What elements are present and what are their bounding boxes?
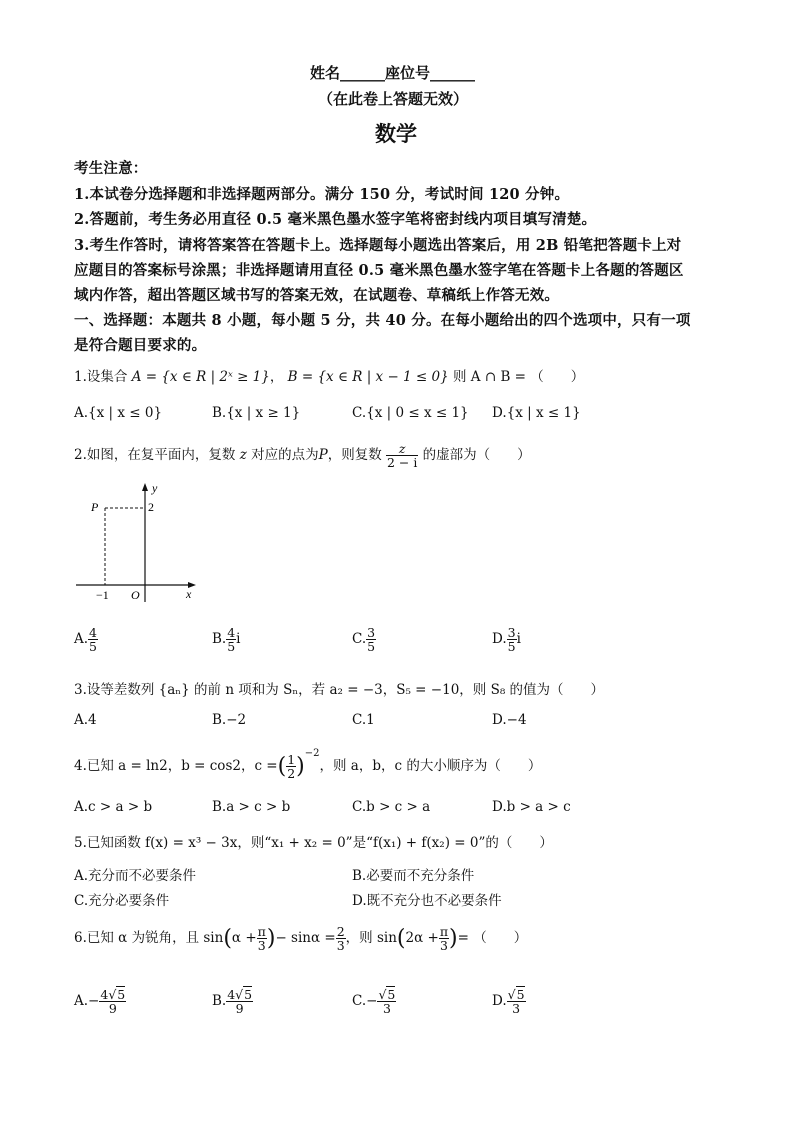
- q5-option-d[interactable]: D.既不充分也不必要条件: [352, 893, 502, 909]
- notice-heading: 考生注意：: [74, 160, 148, 177]
- q6-opt-c-rad: 5: [387, 987, 396, 1002]
- q6-option-c[interactable]: C.− $\frac{√5}{3}$: [352, 987, 396, 1017]
- fig-label-minus1: −1: [96, 588, 109, 602]
- question-3: 3.设等差数列 {aₙ} 的前 n 项和为 Sₙ，若 a₂ = −3，S₅ = −10，则 S₈ 的值为（ ）: [74, 682, 605, 698]
- q2-mid: 对应的点为: [251, 447, 319, 464]
- q2-fraction: [386, 442, 418, 469]
- q6-pi-2: π: [439, 924, 449, 939]
- q6-opt-c-sign: −: [366, 993, 378, 1010]
- invalid-note: （在此卷上答题无效）: [318, 90, 469, 108]
- q1-tail: 则 A ∩ B = （ ）: [453, 369, 585, 385]
- q1-option-b[interactable]: B.{x | x ≥ 1}: [212, 405, 301, 421]
- name-seat-line: 姓名______座位号______: [310, 64, 476, 82]
- q4-option-a[interactable]: A.c > a > b: [74, 799, 153, 815]
- q2-opt-a-num: 4: [89, 625, 97, 640]
- q4-paren-num: 1: [287, 751, 296, 767]
- q1-set-a: A = {x ∈ R | 2ˣ ≥ 1}: [131, 369, 270, 385]
- complex-plane-figure: [74, 478, 204, 606]
- q2-opt-d-num: 3: [507, 625, 516, 640]
- q4-option-c[interactable]: C.b > c > a: [352, 799, 431, 815]
- q1-sep: ，: [269, 369, 284, 385]
- q1-option-c[interactable]: C.{x | 0 ≤ x ≤ 1}: [352, 405, 469, 421]
- q2-opt-a-letter: A.: [74, 631, 89, 648]
- question-4: 4.已知 a = ln2，b = cos2，c =( $\frac{1}{2}$ )$^{-2}$，则 a，b，c 的大小顺序为（ ）: [74, 748, 542, 781]
- q1-option-d[interactable]: D.{x | x ≤ 1}: [492, 405, 581, 421]
- q6-three-1: 3: [257, 938, 266, 954]
- q6-opt-b-letter: B.: [212, 993, 227, 1010]
- q2-opt-c-den: 5: [367, 639, 376, 655]
- q2-head: 2.如图，在复平面内，复数: [74, 447, 236, 464]
- q6-opt-d-rad: 5: [516, 987, 525, 1002]
- q5-option-c[interactable]: C.充分必要条件: [74, 893, 170, 909]
- question-6: 6.已知 α 为锐角，且 sin(α + $\frac{\pi}{3}$ )− sinα = $\frac{2}{3}$ ，则 sin(2α + $\frac{\pi}{3}$ )= （ ）: [74, 924, 528, 954]
- q2-opt-b-letter: B.: [212, 631, 227, 648]
- q5-option-b[interactable]: B.必要而不充分条件: [352, 868, 475, 884]
- page-title: 数学: [375, 121, 417, 146]
- question-2: [74, 442, 531, 469]
- q6-part1a: α +: [231, 930, 257, 947]
- q6-head: 6.已知 α 为锐角，且 sin: [74, 930, 224, 947]
- q1-set-b: B = {x ∈ R | x − 1 ≤ 0}: [287, 369, 449, 385]
- q6-opt-a-letter: A.: [74, 993, 89, 1010]
- q6-pi-1: π: [257, 924, 266, 939]
- question-5: 5.已知函数 f(x) = x³ − 3x，则“x₁ + x₂ = 0”是“f(x₁) + f(x₂) = 0”的（ ）: [74, 835, 553, 851]
- q4-paren-den: 2: [287, 766, 296, 781]
- q2-option-d[interactable]: [492, 626, 521, 653]
- q3-option-a[interactable]: A.4: [74, 712, 97, 728]
- q3-option-c[interactable]: C.1: [352, 712, 375, 728]
- q2-opt-b-suffix: i: [236, 631, 241, 648]
- q4-head: 4.已知 a = ln2，b = cos2，c =: [74, 758, 278, 774]
- notice-line-5: 域内作答，超出答题区域书写的答案无效，在试题卷、草稿纸上作答无效。: [74, 287, 560, 304]
- fig-label-x: x: [186, 587, 192, 601]
- q6-part4a: 2α +: [405, 930, 439, 947]
- q2-opt-d-den: 5: [507, 639, 516, 655]
- section-line-2: 是符合题目要求的。: [74, 337, 207, 354]
- q4-option-b[interactable]: B.a > c > b: [212, 799, 291, 815]
- q2-opt-b-den: 5: [227, 639, 236, 655]
- q6-part3: ，则 sin: [345, 930, 397, 947]
- q6-part2: − sinα =: [275, 930, 336, 947]
- q4-exp: −2: [304, 748, 320, 759]
- q2-frac-num: z: [386, 442, 418, 456]
- q2-opt-d-letter: D.: [492, 631, 507, 648]
- q6-opt-b-den: 9: [235, 1001, 244, 1017]
- q3-option-b[interactable]: B.−2: [212, 712, 247, 728]
- q1-number: 1.设集合: [74, 369, 128, 385]
- q6-option-b[interactable]: B. $\frac{4√5}{9}$: [212, 987, 253, 1017]
- notice-line-4: 应题目的答案标号涂黑；非选择题请用直径 0.5 毫米黑色墨水签字笔在答题卡上各题的答题区: [74, 262, 684, 279]
- q2-var-p: P: [318, 447, 328, 464]
- notice-line-1: 1.本试卷分选择题和非选择题两部分。满分 150 分，考试时间 120 分钟。: [74, 186, 570, 203]
- fig-label-2: 2: [148, 500, 154, 514]
- q2-mid2: ，则复数: [327, 447, 382, 464]
- q2-opt-b-num: 4: [227, 625, 236, 640]
- q6-tail: = （ ）: [457, 930, 528, 947]
- q2-option-b[interactable]: [212, 626, 241, 653]
- q6-option-d[interactable]: D. $\frac{√5}{3}$: [492, 987, 525, 1017]
- q4-option-d[interactable]: D.b > a > c: [492, 799, 571, 815]
- q2-var-z: z: [239, 447, 247, 464]
- q6-opt-a-den: 9: [108, 1001, 117, 1017]
- q6-opt-a-coef: 4: [100, 987, 109, 1002]
- q1-option-a[interactable]: A.{x | x ≤ 0}: [74, 405, 163, 421]
- q2-option-a[interactable]: [74, 626, 98, 653]
- q2-opt-c-letter: C.: [352, 631, 367, 648]
- q6-opt-d-letter: D.: [492, 993, 507, 1010]
- q6-two: 2: [336, 924, 345, 939]
- q6-opt-c-letter: C.: [352, 993, 367, 1010]
- section-line-1: 一、选择题：本题共 8 小题，每小题 5 分，共 40 分。在每小题给出的四个选项中，只有一项: [74, 312, 691, 329]
- q2-frac-den: 2 − i: [387, 455, 418, 471]
- notice-line-3: 3.考生作答时，请将答案答在答题卡上。选择题每小题选出答案后，用 2B 铅笔把答题卡上对: [74, 237, 682, 254]
- q6-opt-a-sign: −: [88, 993, 100, 1010]
- question-1: [74, 365, 584, 385]
- fig-label-p: P: [91, 500, 99, 514]
- q2-option-c[interactable]: [352, 626, 376, 653]
- fig-label-origin: O: [131, 588, 140, 602]
- q6-opt-a-rad: 5: [117, 987, 126, 1002]
- q6-three-2: 3: [336, 938, 345, 954]
- q6-three-3: 3: [439, 938, 448, 954]
- q6-opt-b-rad: 5: [244, 987, 253, 1002]
- q2-opt-d-suffix: i: [516, 631, 521, 648]
- q6-option-a[interactable]: A.− $\frac{4√5}{9}$: [74, 987, 126, 1017]
- q2-opt-a-den: 5: [89, 639, 97, 655]
- q6-opt-b-coef: 4: [227, 987, 236, 1002]
- q5-option-a[interactable]: A.充分而不必要条件: [74, 868, 197, 884]
- q2-tail: 的虚部为（ ）: [422, 447, 531, 464]
- q6-opt-d-den: 3: [512, 1001, 521, 1017]
- q3-option-d[interactable]: D.−4: [492, 712, 527, 728]
- fig-label-y: y: [152, 481, 158, 495]
- notice-line-2: 2.答题前，考生务必用直径 0.5 毫米黑色墨水签字笔将密封线内项目填写清楚。: [74, 211, 597, 228]
- q4-tail: ，则 a，b，c 的大小顺序为（ ）: [319, 758, 542, 774]
- q6-opt-c-den: 3: [382, 1001, 391, 1017]
- q2-opt-c-num: 3: [367, 625, 376, 640]
